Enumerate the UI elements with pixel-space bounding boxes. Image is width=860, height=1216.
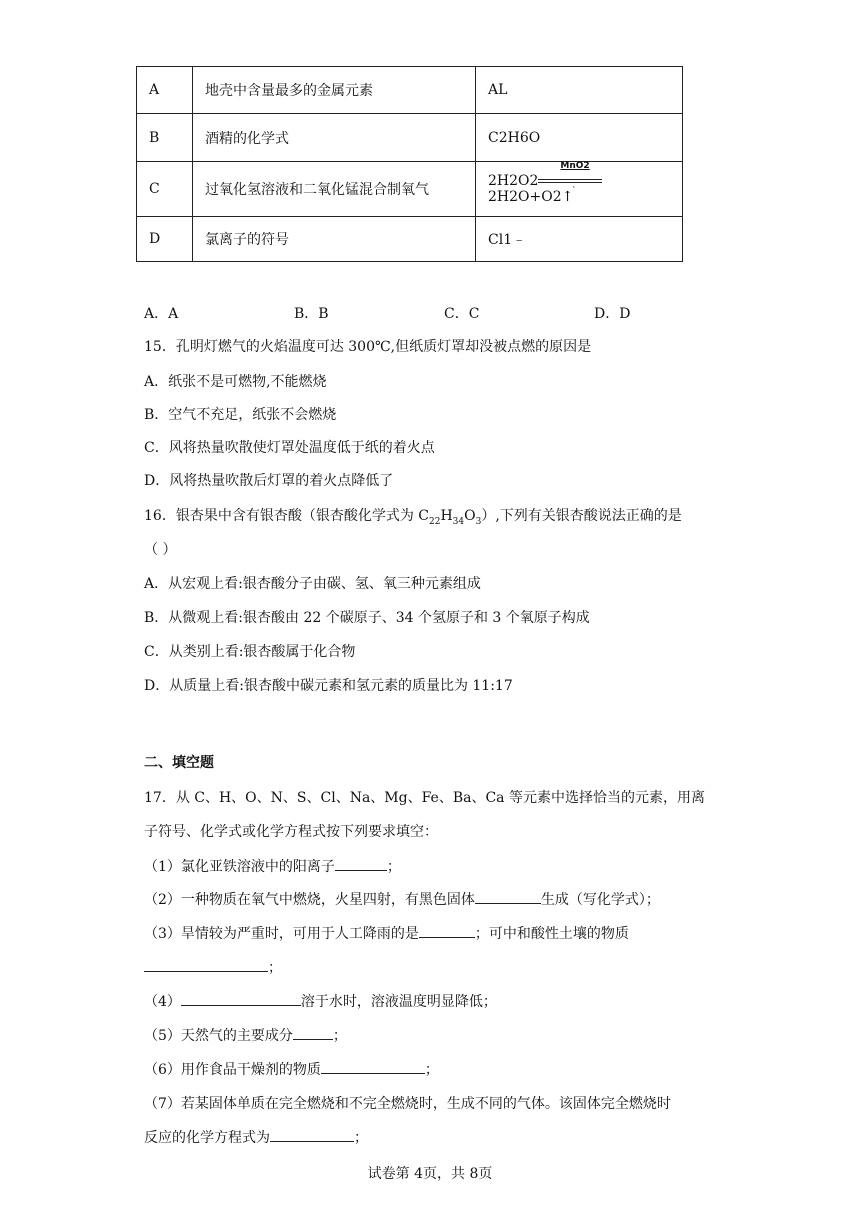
section-title: 二、填空题 xyxy=(144,755,214,771)
row-letter: D xyxy=(137,217,193,262)
answer-blank[interactable] xyxy=(335,856,387,871)
q15-option-d: D．风将热量吹散后灯罩的着火点降低了 xyxy=(144,473,394,489)
q16-option-b: B．从微观上看:银杏酸由 22 个碳原子、34 个氢原子和 3 个氧原子构成 xyxy=(144,610,590,626)
q17-item-2: （2）一种物质在氧气中燃烧，火星四射，有黑色固体 生成（写化学式）； xyxy=(144,889,660,909)
choice-d: D．D xyxy=(594,306,631,322)
equation-left: 2H2O2 xyxy=(488,173,539,189)
q15-stem: 15．孔明灯燃气的火焰温度可达 300℃,但纸质灯罩却没被点燃的原因是 xyxy=(144,339,592,355)
answer-blank[interactable] xyxy=(181,991,301,1006)
q17-item-6: （6）用作食品干燥剂的物质 ； xyxy=(144,1059,439,1079)
q17-item-3: （3）旱情较为严重时，可用于人工降雨的是 ；可中和酸性土壤的物质 xyxy=(144,923,629,943)
row-description: 氯离子的符号 xyxy=(193,217,476,262)
table-row xyxy=(137,114,683,162)
q16-option-c: C．从类别上看:银杏酸属于化合物 xyxy=(144,644,356,660)
q17-item-3-cont: ； xyxy=(144,957,282,977)
row-letter: C xyxy=(137,162,193,217)
q15-option-b: B．空气不充足，纸张不会燃烧 xyxy=(144,407,337,423)
q17-item-1: （1）氯化亚铁溶液中的阳离子 ； xyxy=(144,856,401,876)
q16-answer-parens: （ ） xyxy=(144,542,177,558)
equation-right: 2H2O+O2↑ xyxy=(488,189,574,205)
q17-item-7-cont: 反应的化学方程式为 ； xyxy=(144,1127,368,1147)
q17-item-4: （4） 溶于水时，溶液温度明显降低； xyxy=(144,991,497,1011)
answer-blank[interactable] xyxy=(475,889,541,904)
row-answer: Cl1﹣ xyxy=(476,217,683,262)
row-letter: A xyxy=(137,67,193,114)
page-footer: 试卷第 4页，共 8页 xyxy=(367,1166,493,1182)
choice-c: C．C xyxy=(444,306,480,322)
row-equation xyxy=(476,162,683,217)
answer-blank[interactable] xyxy=(293,1025,333,1040)
q17-stem-line1: 17．从 C、H、O、N、S、Cl、Na、Mg、Fe、Ba、Ca 等元素中选择恰当的元素，用离 xyxy=(144,790,705,806)
choice-a: A．A xyxy=(144,306,179,322)
answer-blank[interactable] xyxy=(419,923,475,938)
choice-b: B．B xyxy=(294,306,329,322)
q16-option-d: D．从质量上看:银杏酸中碳元素和氢元素的质量比为 11:17 xyxy=(144,678,513,694)
options-table xyxy=(136,66,683,262)
q17-stem-line2: 子符号、化学式或化学方程式按下列要求填空： xyxy=(144,824,438,840)
row-description: 地壳中含量最多的金属元素 xyxy=(193,67,476,114)
row-description: 酒精的化学式 xyxy=(193,114,476,162)
reaction-arrow: MnO2 · xyxy=(538,174,602,188)
q17-item-5: （5）天然气的主要成分 ； xyxy=(144,1025,347,1045)
answer-blank[interactable] xyxy=(144,957,268,972)
table-row xyxy=(137,67,683,114)
q17-item-7: （7）若某固体单质在完全燃烧和不完全燃烧时，生成不同的气体。该固体完全燃烧时 xyxy=(144,1096,671,1112)
row-description: 过氧化氢溶液和二氧化锰混合制氧气 xyxy=(193,162,476,217)
row-answer: C2H6O xyxy=(476,114,683,162)
table-row xyxy=(137,162,683,217)
q16-option-a: A．从宏观上看:银杏酸分子由碳、氢、氧三种元素组成 xyxy=(144,576,481,592)
row-answer: AL xyxy=(476,67,683,114)
answer-blank[interactable] xyxy=(270,1127,354,1142)
q15-option-c: C．风将热量吹散使灯罩处温度低于纸的着火点 xyxy=(144,440,435,456)
table-row xyxy=(137,217,683,262)
catalyst-label: MnO2 xyxy=(560,161,590,171)
answer-blank[interactable] xyxy=(321,1059,425,1074)
row-letter: B xyxy=(137,114,193,162)
q16-stem: 16．银杏果中含有银杏酸（银杏酸化学式为 $C_{22}H_{34}O_3$）,下列有关银杏酸说法正确的是 xyxy=(144,508,682,527)
q15-option-a: A．纸张不是可燃物,不能燃烧 xyxy=(144,374,327,390)
